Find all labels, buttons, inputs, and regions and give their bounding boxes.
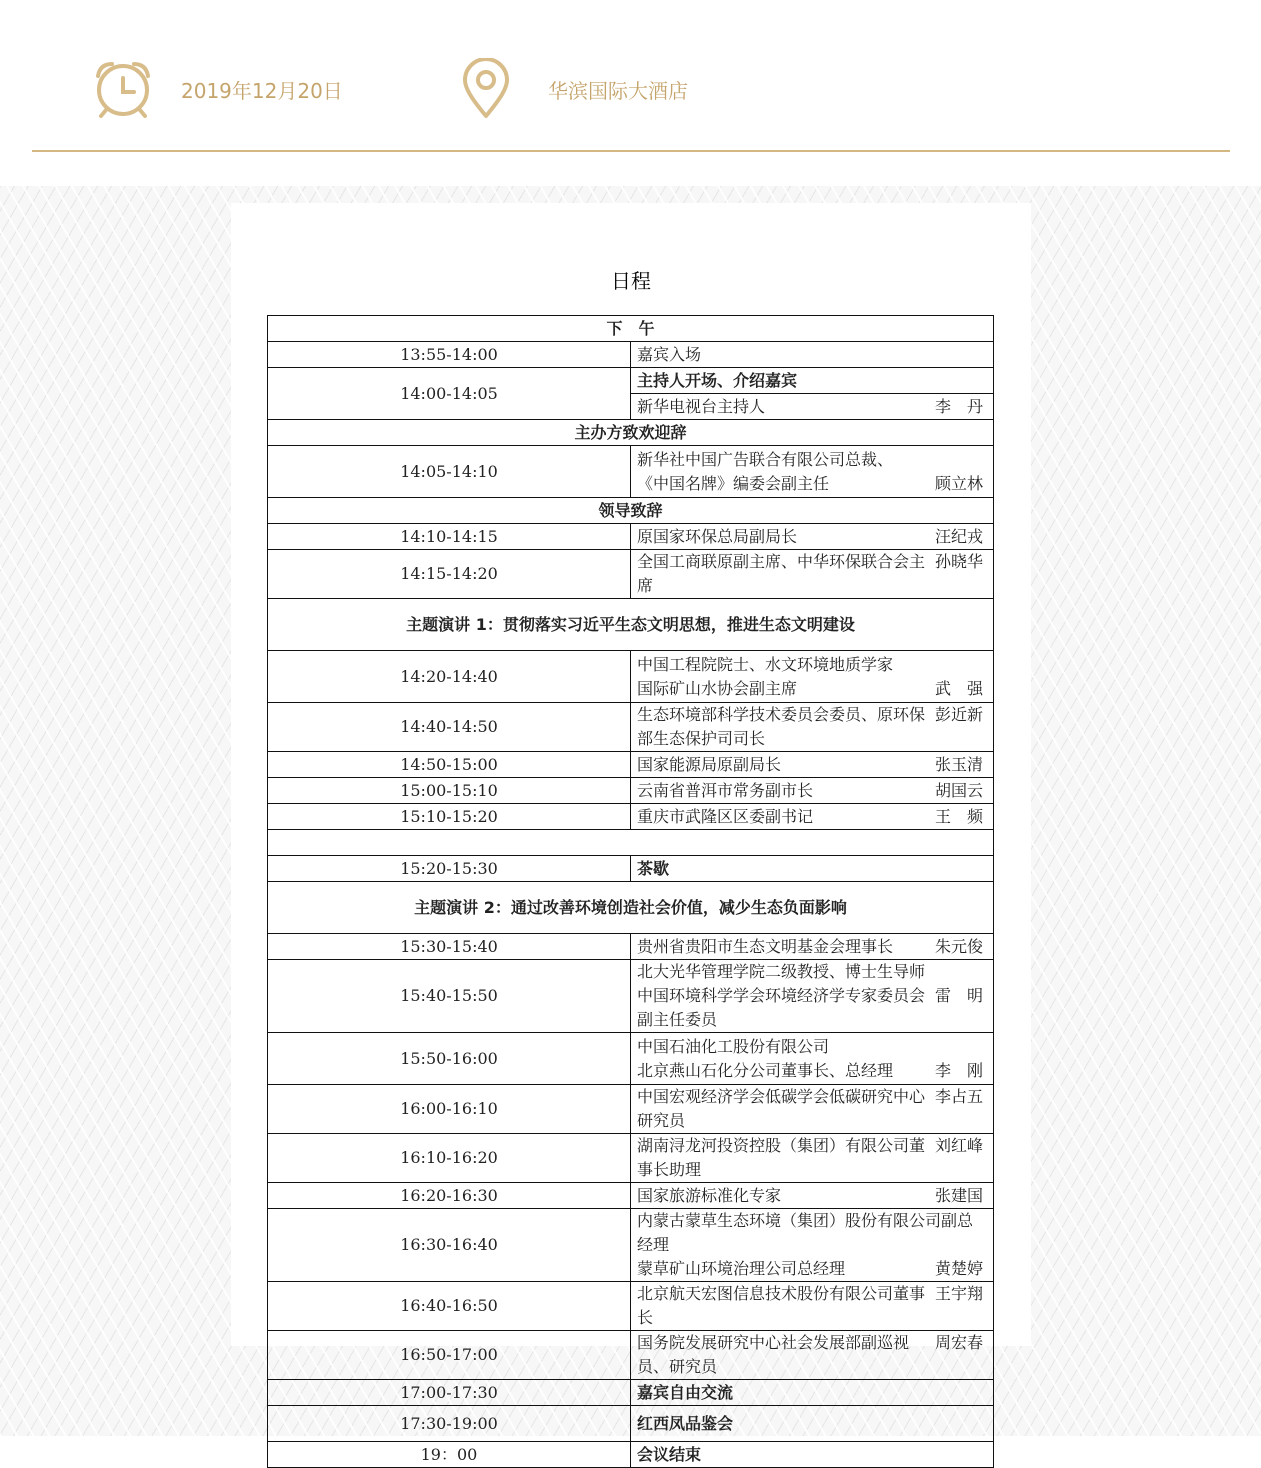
section-keynote-1: 主题演讲 1：贯彻落实习近平生态文明思想，推进生态文明建设	[268, 599, 994, 651]
speaker-name: 王宇翔	[934, 1284, 983, 1303]
table-row	[268, 524, 994, 550]
table-row	[268, 651, 994, 703]
time-cell: 14:50-15:00	[268, 752, 631, 778]
time-cell: 14:15-14:20	[268, 550, 631, 599]
section-row	[268, 316, 994, 342]
time-cell: 16:30-16:40	[268, 1209, 631, 1282]
time-cell: 15:30-15:40	[268, 934, 631, 960]
agenda-cell	[631, 1331, 994, 1380]
spacer-row	[268, 830, 994, 856]
time-cell: 15:20-15:30	[268, 856, 631, 882]
speaker-title: 内蒙古蒙草生态环境（集团）股份有限公司副总经理	[637, 1211, 974, 1254]
speaker-name: 黄楚婷	[934, 1259, 983, 1278]
agenda-cell	[631, 550, 994, 599]
event-info-header	[0, 0, 1261, 152]
table-row	[268, 1183, 994, 1209]
table-row	[268, 550, 994, 599]
speaker-name: 李占五	[934, 1087, 983, 1106]
time-cell: 16:10-16:20	[268, 1134, 631, 1183]
table-row	[268, 1085, 994, 1134]
speaker-title: 原国家环保总局副局长	[637, 526, 798, 546]
agenda-cell	[631, 1134, 994, 1183]
speaker-title: 新华电视台主持人	[637, 396, 766, 416]
table-row	[268, 960, 994, 1033]
time-cell: 14:20-14:40	[268, 651, 631, 703]
agenda-heading: 会议结束	[631, 1442, 994, 1468]
table-row	[268, 1442, 994, 1468]
agenda-cell	[631, 651, 994, 703]
agenda-cell	[631, 778, 994, 804]
agenda-cell	[631, 394, 994, 420]
schedule-document	[231, 203, 1031, 1464]
agenda-cell	[631, 804, 994, 830]
agenda-heading: 红西凤品鉴会	[631, 1406, 994, 1442]
speaker-title: 《中国名牌》编委会副主任	[637, 473, 830, 493]
agenda-cell	[631, 703, 994, 752]
table-row	[268, 1134, 994, 1183]
speaker-title: 蒙草矿山环境治理公司总经理	[637, 1259, 846, 1278]
speaker-title: 国家能源局原副局长	[637, 754, 782, 774]
speaker-title: 北京航天宏图信息技术股份有限公司董事长	[637, 1284, 926, 1327]
section-keynote-2: 主题演讲 2：通过改善环境创造社会价值，减少生态负面影响	[268, 882, 994, 934]
speaker-name: 汪纪戎	[934, 526, 983, 546]
speaker-name: 李 丹	[934, 396, 983, 416]
agenda-cell	[631, 1282, 994, 1331]
speaker-title: 中国宏观经济学会低碳学会低碳研究中心研究员	[637, 1087, 926, 1130]
agenda-cell	[631, 960, 994, 1033]
agenda-cell: 嘉宾入场	[631, 342, 994, 368]
time-cell: 19：00	[268, 1442, 631, 1468]
time-cell: 17:00-17:30	[268, 1380, 631, 1406]
table-row	[268, 1380, 994, 1406]
speaker-name: 周宏春	[934, 1333, 983, 1352]
speaker-name: 胡国云	[934, 780, 983, 800]
time-cell: 16:20-16:30	[268, 1183, 631, 1209]
speaker-title: 北京燕山石化分公司董事长、总经理	[637, 1060, 894, 1080]
agenda-heading: 茶歇	[631, 856, 994, 882]
section-row	[268, 599, 994, 651]
time-cell: 15:00-15:10	[268, 778, 631, 804]
table-row	[268, 934, 994, 960]
alarm-clock-icon	[92, 58, 156, 120]
speaker-name: 朱元俊	[934, 936, 983, 956]
header-divider	[32, 150, 1230, 152]
speaker-name: 顾立林	[934, 473, 983, 493]
time-cell: 16:50-17:00	[268, 1331, 631, 1380]
speaker-title: 新华社中国广告联合有限公司总裁、	[637, 449, 894, 469]
speaker-title: 北大光华管理学院二级教授、博士生导师	[637, 962, 926, 981]
agenda-cell	[631, 752, 994, 778]
time-cell: 15:50-16:00	[268, 1033, 631, 1085]
table-row	[268, 856, 994, 882]
speaker-name: 雷 明	[934, 986, 983, 1005]
speaker-title: 中国工程院院士、水文环境地质学家	[637, 654, 894, 674]
event-venue: 华滨国际大酒店	[548, 79, 688, 103]
speaker-name: 李 刚	[934, 1060, 983, 1080]
agenda-cell	[631, 446, 994, 498]
table-row	[268, 752, 994, 778]
table-row	[268, 342, 994, 368]
time-cell: 16:40-16:50	[268, 1282, 631, 1331]
speaker-title: 重庆市武隆区区委副书记	[637, 806, 814, 826]
time-cell: 13:55-14:00	[268, 342, 631, 368]
speaker-title: 全国工商联原副主席、中华环保联合会主席	[637, 552, 926, 595]
table-row	[268, 703, 994, 752]
time-cell: 14:05-14:10	[268, 446, 631, 498]
agenda-cell	[631, 1209, 994, 1282]
location-pin-icon	[461, 58, 511, 120]
time-cell: 17:30-19:00	[268, 1406, 631, 1442]
speaker-title: 国际矿山水协会副主席	[637, 678, 798, 698]
speaker-name: 张玉清	[934, 754, 983, 774]
table-row	[268, 1209, 994, 1282]
event-date: 2019年12月20日	[181, 79, 343, 103]
table-row	[268, 1033, 994, 1085]
speaker-name: 孙晓华	[934, 552, 983, 571]
agenda-heading: 主持人开场、介绍嘉宾	[631, 368, 994, 394]
table-row	[268, 778, 994, 804]
section-afternoon: 下 午	[268, 316, 994, 342]
agenda-heading: 嘉宾自由交流	[631, 1380, 994, 1406]
table-row	[268, 1282, 994, 1331]
speaker-title: 国家旅游标准化专家	[637, 1185, 782, 1205]
table-row	[268, 1331, 994, 1380]
speaker-title: 湖南浔龙河投资控股（集团）有限公司董事长助理	[637, 1136, 926, 1179]
agenda-cell	[631, 1085, 994, 1134]
speaker-name: 彭近新	[934, 705, 983, 724]
time-cell: 15:40-15:50	[268, 960, 631, 1033]
section-row	[268, 882, 994, 934]
empty-cell	[268, 830, 994, 856]
speaker-name: 王 频	[934, 806, 983, 826]
time-cell: 14:10-14:15	[268, 524, 631, 550]
speaker-title: 生态环境部科学技术委员会委员、原环保部生态保护司司长	[637, 705, 926, 748]
table-row	[268, 1406, 994, 1442]
table-row	[268, 368, 994, 394]
table-row	[268, 804, 994, 830]
speaker-name: 刘红峰	[934, 1136, 983, 1155]
speaker-name: 武 强	[934, 678, 983, 698]
section-leader-speech: 领导致辞	[268, 498, 994, 524]
section-row	[268, 498, 994, 524]
section-row	[268, 420, 994, 446]
time-cell: 14:00-14:05	[268, 368, 631, 420]
speaker-name: 张建国	[934, 1185, 983, 1205]
agenda-cell	[631, 1183, 994, 1209]
speaker-title: 中国环境科学学会环境经济学专家委员会副主任委员	[637, 986, 926, 1029]
agenda-cell	[631, 524, 994, 550]
schedule-table	[267, 315, 994, 1468]
time-cell: 14:40-14:50	[268, 703, 631, 752]
doc-title: 日程	[611, 269, 651, 293]
agenda-cell	[631, 934, 994, 960]
time-cell: 15:10-15:20	[268, 804, 631, 830]
speaker-title: 国务院发展研究中心社会发展部副巡视员、研究员	[637, 1333, 910, 1376]
speaker-title: 贵州省贵阳市生态文明基金会理事长	[637, 936, 894, 956]
section-host-welcome: 主办方致欢迎辞	[268, 420, 994, 446]
speaker-title: 中国石油化工股份有限公司	[637, 1036, 830, 1056]
speaker-title: 云南省普洱市常务副市长	[637, 780, 814, 800]
table-row	[268, 446, 994, 498]
agenda-cell	[631, 1033, 994, 1085]
time-cell: 16:00-16:10	[268, 1085, 631, 1134]
